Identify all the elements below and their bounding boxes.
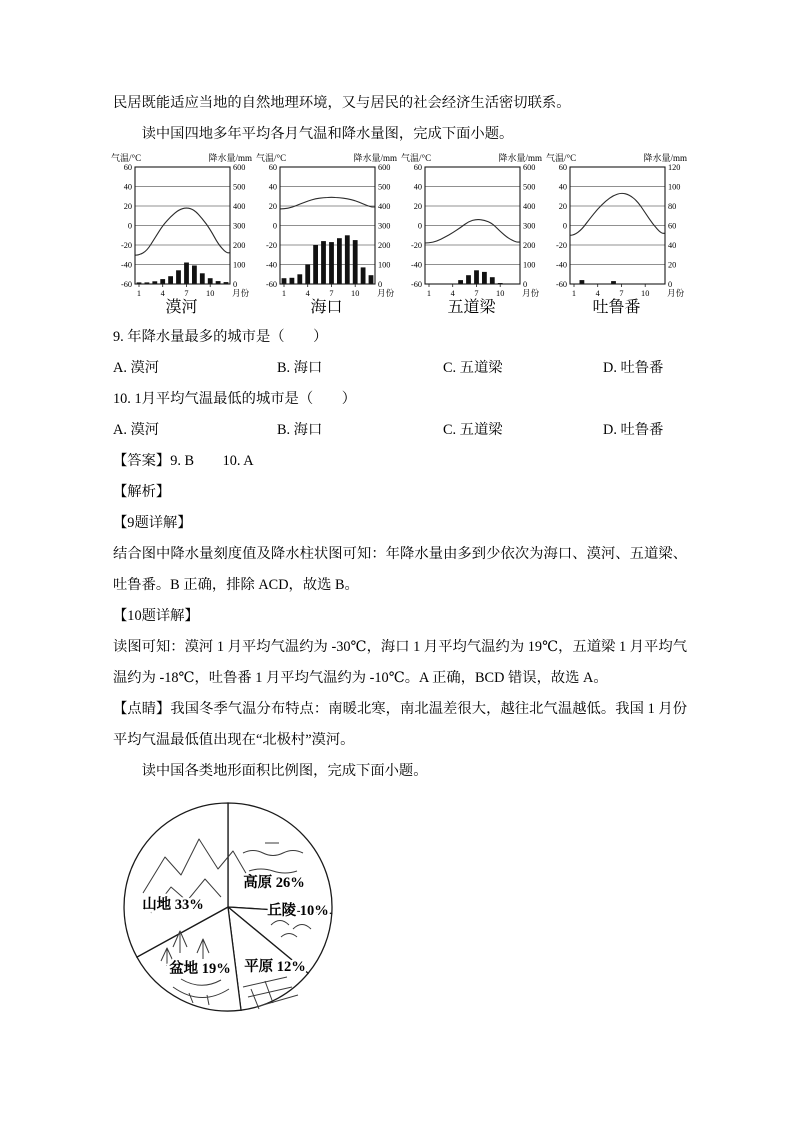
question9-text: 9. 年降水量最多的城市是（ ） [113, 329, 328, 345]
city-name: 吐鲁番 [592, 299, 641, 316]
svg-text:200: 200 [523, 241, 536, 250]
svg-text:-60: -60 [410, 280, 422, 289]
svg-text:400: 400 [378, 202, 391, 211]
precip-bars [282, 235, 374, 284]
svg-text:600: 600 [233, 163, 246, 172]
detail9-label: 【9题详解】 [113, 515, 192, 531]
temperature-curve [425, 220, 520, 243]
climate-chart-3 [400, 150, 543, 322]
city-name: 五道梁 [447, 299, 496, 316]
question9-option-d: D. 吐鲁番 [603, 360, 664, 376]
question10-option-b: B. 海口 [277, 422, 323, 438]
grid-and-ticks [556, 163, 681, 289]
svg-text:0: 0 [668, 280, 673, 289]
svg-text:500: 500 [378, 182, 391, 192]
svg-text:40: 40 [268, 182, 277, 192]
precip-axis-title: 降水量/mm [498, 153, 542, 163]
temp-axis-title: 气温/°C [111, 153, 142, 163]
svg-text:1: 1 [281, 289, 287, 298]
svg-text:60: 60 [558, 163, 567, 172]
svg-text:7: 7 [619, 289, 624, 298]
svg-text:300: 300 [378, 221, 391, 231]
question9-options [113, 353, 687, 384]
svg-text:500: 500 [233, 182, 246, 192]
svg-text:60: 60 [123, 163, 132, 172]
city-name: 漠河 [165, 299, 198, 316]
svg-text:4: 4 [160, 289, 165, 298]
svg-text:-60: -60 [555, 280, 567, 289]
question10-text: 10. 1月平均气温最低的城市是（ ） [113, 391, 357, 407]
svg-text:0: 0 [523, 280, 528, 289]
svg-text:100: 100 [523, 260, 536, 270]
detail9-text: 结合图中降水量刻度值及降水柱状图可知：年降水量由多到少依次为海口、漠河、五道梁、吐鲁番。B 正确，排除 ACD，故选 B。 [113, 546, 687, 593]
svg-text:-40: -40 [265, 260, 277, 270]
svg-text:7: 7 [184, 289, 189, 298]
climate-charts-row [110, 150, 688, 322]
answer-label: 【答案】 [113, 453, 171, 469]
precip-axis-title: 降水量/mm [353, 153, 397, 163]
pie-label-丘陵: 丘陵 10% [267, 903, 329, 919]
climate-chart-svg [545, 150, 688, 322]
svg-text:100: 100 [378, 260, 391, 270]
svg-text:200: 200 [233, 241, 246, 250]
temp-axis-title: 气温/°C [256, 153, 287, 163]
question9-option-b: B. 海口 [277, 360, 323, 376]
precip-bars [137, 263, 229, 285]
svg-text:1: 1 [136, 289, 142, 298]
landform-pie-chart [115, 795, 351, 1027]
climate-chart-2 [255, 150, 398, 322]
svg-text:1: 1 [571, 289, 577, 298]
pie-label-平原: 平原 12% [244, 959, 306, 975]
climate-chart-svg [255, 150, 398, 322]
svg-text:0: 0 [127, 221, 132, 231]
svg-text:400: 400 [523, 202, 536, 211]
svg-text:0: 0 [378, 280, 383, 289]
pie-label-高原: 高原 26% [243, 875, 305, 891]
detail10-text: 读图可知：漠河 1 月平均气温约为 -30℃，海口 1 月平均气温约为 19℃，五道梁 1 月平均气温约为 -18℃，吐鲁番 1 月平均气温约为 -10℃。A 正确，BCD 错误，故选 A。 [113, 639, 687, 686]
climate-charts-intro: 读中国四地多年平均各月气温和降水量图，完成下面小题。 [141, 126, 514, 142]
svg-text:-40: -40 [120, 260, 132, 270]
grid-and-ticks [266, 163, 391, 289]
intro-paragraph: 民居既能适应当地的自然地理环境，又与居民的社会经济生活密切联系。 [113, 95, 571, 111]
svg-text:月份: 月份 [377, 288, 395, 298]
svg-text:20: 20 [268, 202, 277, 211]
svg-text:4: 4 [595, 289, 600, 298]
svg-text:20: 20 [668, 260, 677, 270]
svg-text:7: 7 [329, 289, 334, 298]
svg-text:400: 400 [233, 202, 246, 211]
svg-text:60: 60 [668, 221, 677, 231]
pie-slice-高原 [228, 803, 332, 914]
svg-text:10: 10 [496, 289, 505, 298]
detail10-label: 【10题详解】 [113, 608, 199, 624]
svg-text:-40: -40 [555, 260, 567, 270]
svg-text:40: 40 [558, 182, 567, 192]
svg-text:-60: -60 [120, 280, 132, 289]
answer-line [113, 446, 687, 477]
climate-chart-4 [545, 150, 688, 322]
page-content [113, 88, 687, 1027]
svg-text:100: 100 [668, 182, 681, 192]
precip-bars [580, 280, 616, 284]
landform-pie-svg [115, 795, 351, 1027]
svg-text:-20: -20 [265, 241, 277, 250]
svg-text:500: 500 [523, 182, 536, 192]
svg-text:120: 120 [668, 163, 681, 172]
svg-text:-40: -40 [410, 260, 422, 270]
climate-chart-svg [400, 150, 543, 322]
question9-option-c: C. 五道梁 [443, 360, 503, 376]
svg-text:40: 40 [123, 182, 132, 192]
temp-axis-title: 气温/°C [546, 153, 577, 163]
svg-text:10: 10 [351, 289, 360, 298]
pie-chart-intro: 读中国各类地形面积比例图，完成下面小题。 [141, 763, 428, 779]
grid-and-ticks [121, 163, 246, 289]
svg-text:20: 20 [123, 202, 132, 211]
question10-option-c: C. 五道梁 [443, 422, 503, 438]
svg-text:100: 100 [233, 260, 246, 270]
svg-text:7: 7 [474, 289, 479, 298]
temperature-curve [135, 208, 230, 255]
svg-text:0: 0 [233, 280, 238, 289]
svg-text:0: 0 [272, 221, 277, 231]
svg-text:40: 40 [668, 241, 677, 250]
pie-label-山地: 山地 33% [142, 897, 204, 913]
tip-text: 【点睛】我国冬季气温分布特点：南暖北寒，南北温差很大，越往北气温越低。我国 1 月份平均气温最低值出现在“北极村”漠河。 [113, 701, 687, 748]
svg-text:20: 20 [558, 202, 567, 211]
question10-option-d: D. 吐鲁番 [603, 422, 664, 438]
svg-text:20: 20 [413, 202, 422, 211]
svg-text:600: 600 [523, 163, 536, 172]
answer-values: 9. B 10. A [170, 453, 254, 469]
climate-chart-1 [110, 150, 253, 322]
svg-text:-20: -20 [410, 241, 422, 250]
city-name: 海口 [310, 299, 343, 316]
temp-axis-title: 气温/°C [401, 153, 432, 163]
svg-text:60: 60 [268, 163, 277, 172]
temperature-curve [280, 197, 375, 209]
question10-option-a: A. 漠河 [113, 422, 160, 438]
svg-text:4: 4 [450, 289, 455, 298]
question10-options [113, 415, 687, 446]
svg-text:-20: -20 [555, 241, 567, 250]
svg-text:4: 4 [305, 289, 310, 298]
svg-text:月份: 月份 [522, 288, 540, 298]
svg-text:10: 10 [206, 289, 215, 298]
svg-text:月份: 月份 [232, 288, 250, 298]
svg-text:200: 200 [378, 241, 391, 250]
svg-text:300: 300 [233, 221, 246, 231]
grid-and-ticks [411, 163, 536, 289]
svg-text:40: 40 [413, 182, 422, 192]
precip-axis-title: 降水量/mm [643, 153, 687, 163]
climate-chart-svg [110, 150, 253, 322]
pie-label-盆地: 盆地 19% [169, 961, 231, 977]
svg-text:1: 1 [426, 289, 432, 298]
analysis-label: 【解析】 [113, 484, 171, 500]
svg-text:600: 600 [378, 163, 391, 172]
svg-text:80: 80 [668, 202, 677, 211]
svg-text:60: 60 [413, 163, 422, 172]
svg-text:-60: -60 [265, 280, 277, 289]
svg-text:-20: -20 [120, 241, 132, 250]
precip-bars [450, 270, 502, 284]
precip-axis-title: 降水量/mm [208, 153, 252, 163]
svg-text:300: 300 [523, 221, 536, 231]
svg-text:0: 0 [417, 221, 422, 231]
svg-text:0: 0 [562, 221, 567, 231]
svg-text:月份: 月份 [667, 288, 685, 298]
question9-option-a: A. 漠河 [113, 360, 160, 376]
svg-text:10: 10 [641, 289, 650, 298]
temperature-curve [570, 193, 665, 235]
